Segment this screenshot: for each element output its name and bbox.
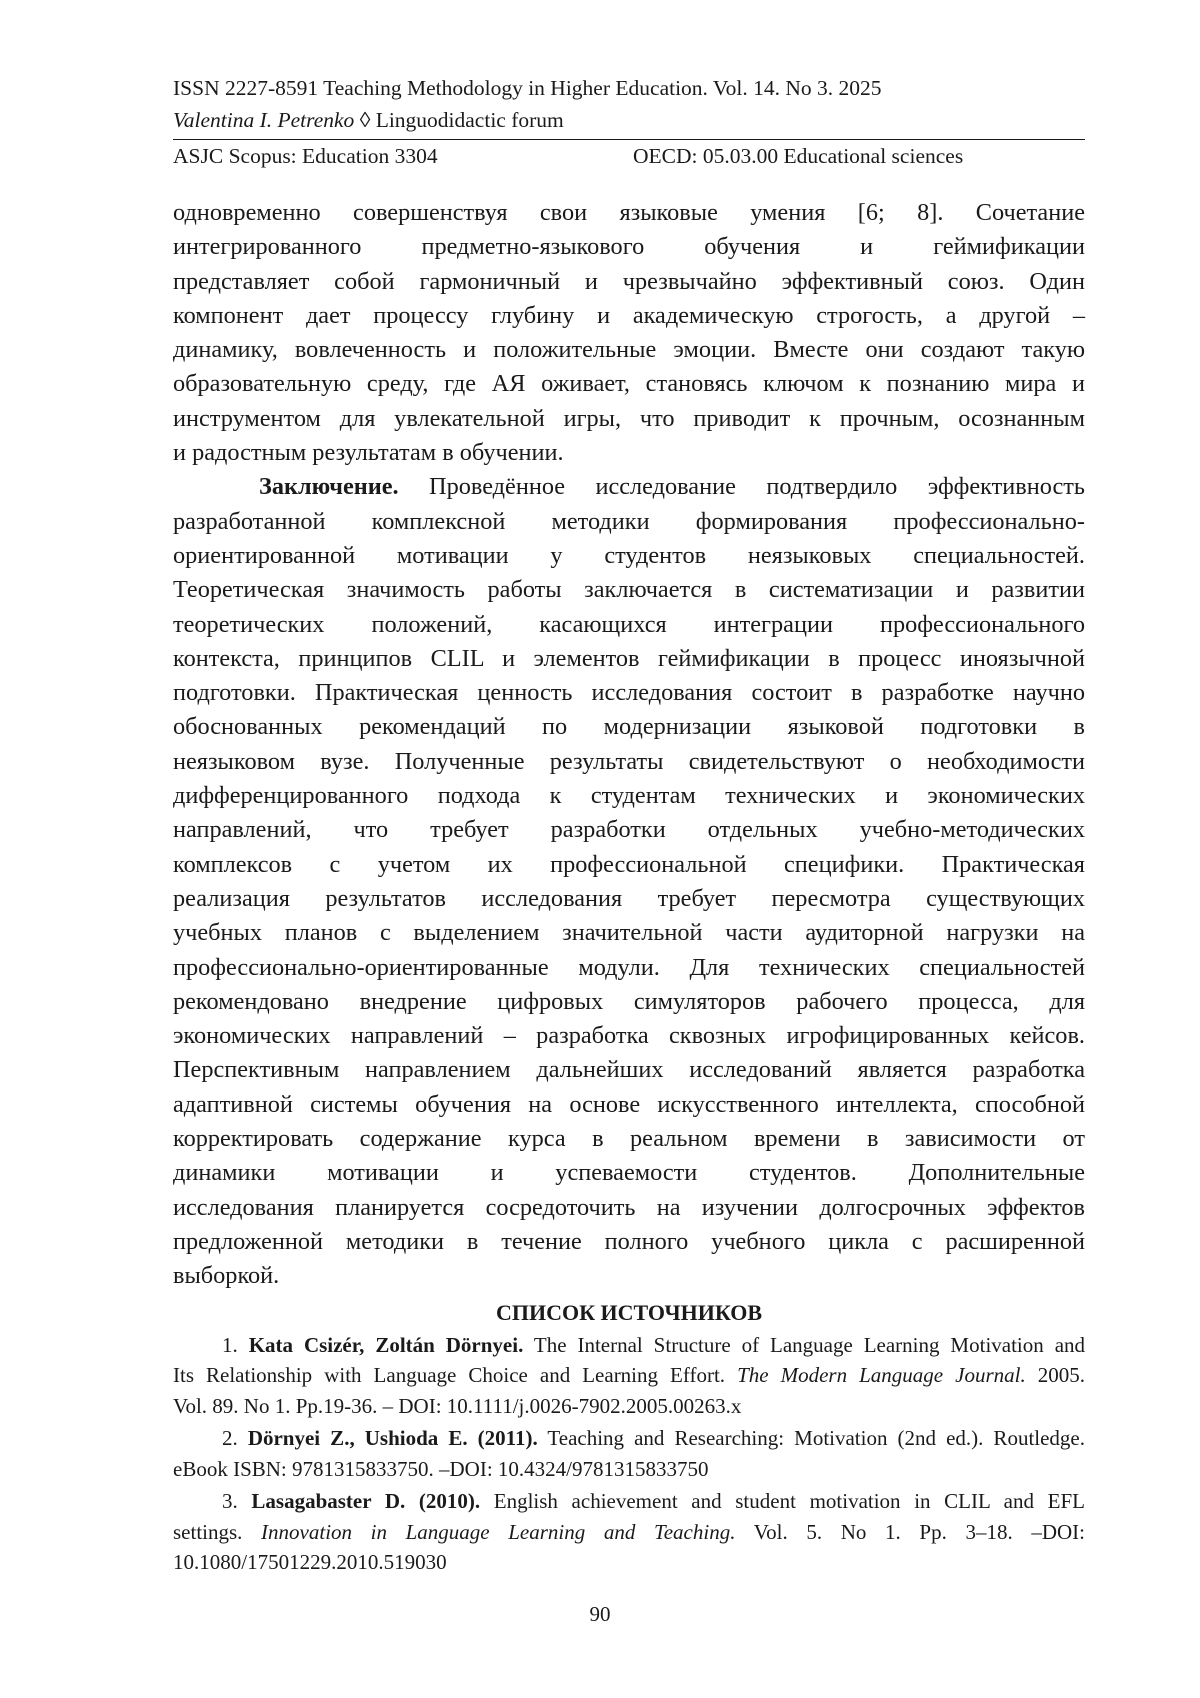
paragraph-1 bbox=[173, 196, 1085, 470]
page-number: 90 bbox=[589, 1602, 611, 1626]
reference-authors: Lasagabaster D. (2010). bbox=[251, 1489, 481, 1513]
asjc-code: ASJC Scopus: Education 3304 bbox=[173, 144, 438, 168]
text-line: профессионально-ориентированные модули. Для технических специальностей bbox=[173, 953, 1085, 981]
reference-journal: Innovation in Language Learning and Teaching. bbox=[261, 1519, 736, 1544]
text-line: выборкой. bbox=[173, 1262, 280, 1290]
conclusion-heading: Заключение. bbox=[259, 473, 399, 501]
text-line: экономических направлений – разработка сквозных игрофицированных кейсов. bbox=[173, 1022, 1085, 1050]
reference-text: Teaching and Researching: Motivation (2nd ed.). Routledge. bbox=[537, 1426, 1086, 1450]
conclusion-paragraph bbox=[173, 470, 1085, 1293]
text-line: направлений, что требует разработки отдельных учебно-методических bbox=[173, 816, 1085, 844]
text-line: одновременно совершенствуя свои языковые умения [6; 8]. Сочетание bbox=[173, 199, 1085, 226]
text-line: подготовки. Практическая ценность исследования состоит в разработке научно bbox=[173, 679, 1085, 707]
text-line: неязыковом вузе. Полученные результаты свидетельствуют о необходимости bbox=[173, 747, 1085, 775]
reference-line bbox=[173, 1517, 1085, 1548]
reference-number: 2. bbox=[222, 1426, 248, 1450]
separator-glyph: ◊ bbox=[354, 108, 376, 132]
oecd-code: OECD: 05.03.00 Educational sciences bbox=[633, 144, 964, 168]
reference-authors: Kata Csizér, Zoltán Dörnyei. bbox=[248, 1332, 524, 1357]
reference-number: 3. bbox=[222, 1489, 252, 1513]
text-line: учебных планов с выделением значительной части аудиторной нагрузки на bbox=[173, 919, 1085, 947]
text-line: реализация результатов исследования требует пересмотра существующих bbox=[173, 884, 1085, 912]
reference-item-2 bbox=[173, 1423, 1085, 1484]
text-line: компонент дает процессу глубину и академическую строгость, а другой – bbox=[173, 301, 1085, 329]
text-line: инструментом для увлекательной игры, что приводит к прочным, осознанным bbox=[173, 404, 1085, 432]
text-line: обоснованных рекомендаций по модернизации языковой подготовки в bbox=[173, 713, 1085, 741]
text-line: интегрированного предметно-языкового обучения и геймификации bbox=[173, 233, 1085, 261]
text-line: Теоретическая значимость работы заключается в систематизации и развитии bbox=[173, 576, 1085, 604]
reference-text: 2005. bbox=[1025, 1363, 1085, 1387]
text-line: контекста, принципов CLIL и элементов геймификации в процесс иноязычной bbox=[173, 644, 1085, 672]
text-line: дифференцированного подхода к студентам технических и экономических bbox=[173, 782, 1085, 810]
author-section-line bbox=[173, 104, 1085, 136]
references-heading: СПИСОК ИСТОЧНИКОВ bbox=[495, 1299, 763, 1325]
text-line: корректировать содержание курса в реальном времени в зависимости от bbox=[173, 1125, 1085, 1153]
text-line: адаптивной системы обучения на основе искусственного интеллекта, способной bbox=[173, 1090, 1085, 1118]
text-line: динамику, вовлеченность и положительные эмоции. Вместе они создают такую bbox=[173, 336, 1085, 364]
author-name: Valentina I. Petrenko bbox=[173, 108, 355, 132]
reference-item-3 bbox=[173, 1486, 1085, 1578]
journal-line: ISSN 2227-8591 Teaching Methodology in Higher Education. Vol. 14. No 3. 2025 bbox=[173, 76, 882, 100]
reference-line bbox=[173, 1486, 1085, 1517]
text-line: образовательную среду, где АЯ оживает, становясь ключом к познанию мира и bbox=[173, 370, 1085, 398]
reference-item-1 bbox=[173, 1330, 1085, 1422]
reference-text: Vol. 5. No 1. Pp. 3–18. –DOI: bbox=[735, 1519, 1085, 1544]
running-header bbox=[173, 72, 1085, 172]
text-line: представляет собой гармоничный и чрезвычайно эффективный союз. Один bbox=[173, 267, 1085, 295]
text-line: ориентированной мотивации у студентов неязыковых специальностей. bbox=[173, 541, 1085, 569]
text-line: теоретических положений, касающихся интеграции профессионального bbox=[173, 610, 1085, 638]
reference-line bbox=[173, 1423, 1085, 1454]
reference-authors: Dörnyei Z., Ushioda E. (2011). bbox=[247, 1426, 538, 1450]
text-line: Проведённое исследование подтвердило эффективность bbox=[398, 473, 1085, 501]
reference-text: settings. bbox=[173, 1519, 262, 1544]
conclusion-first-line bbox=[173, 470, 1085, 504]
text-line: разработанной комплексной методики формирования профессионально- bbox=[173, 507, 1085, 535]
text-line: Перспективным направлением дальнейших исследований является разработка bbox=[173, 1056, 1085, 1084]
reference-line: Vol. 89. No 1. Pp.19-36. – DOI: 10.1111/j.0026-7902.2005.00263.x bbox=[173, 1393, 742, 1418]
text-line: предложенной методики в течение полного учебного цикла с расширенной bbox=[173, 1227, 1085, 1255]
reference-text: English achievement and student motivation in CLIL and EFL bbox=[480, 1489, 1085, 1513]
text-line: исследования планируется сосредоточить на изучении долгосрочных эффектов bbox=[173, 1193, 1085, 1221]
classification-line bbox=[173, 140, 1085, 172]
reference-journal: The Modern Language Journal. bbox=[737, 1363, 1026, 1387]
text-line: комплексов с учетом их профессиональной специфики. Практическая bbox=[173, 850, 1085, 878]
reference-line: eBook ISBN: 9781315833750. –DOI: 10.4324/9781315833750 bbox=[173, 1456, 709, 1481]
article-body bbox=[173, 196, 1085, 1580]
reference-line: 10.1080/17501229.2010.519030 bbox=[173, 1550, 447, 1574]
text-line: динамики мотивации и успеваемости студентов. Дополнительные bbox=[173, 1159, 1085, 1187]
section-name: Linguodidactic forum bbox=[375, 108, 564, 132]
reference-text: Its Relationship with Language Choice and Learning Effort. bbox=[173, 1363, 738, 1387]
reference-number: 1. bbox=[222, 1332, 249, 1357]
reference-line bbox=[173, 1360, 1085, 1391]
text-line: и радостным результатам в обучении. bbox=[173, 439, 564, 467]
reference-line bbox=[173, 1330, 1085, 1361]
reference-text: The Internal Structure of Language Learning Motivation and bbox=[523, 1332, 1086, 1357]
text-line: рекомендовано внедрение цифровых симуляторов рабочего процесса, для bbox=[173, 987, 1085, 1015]
